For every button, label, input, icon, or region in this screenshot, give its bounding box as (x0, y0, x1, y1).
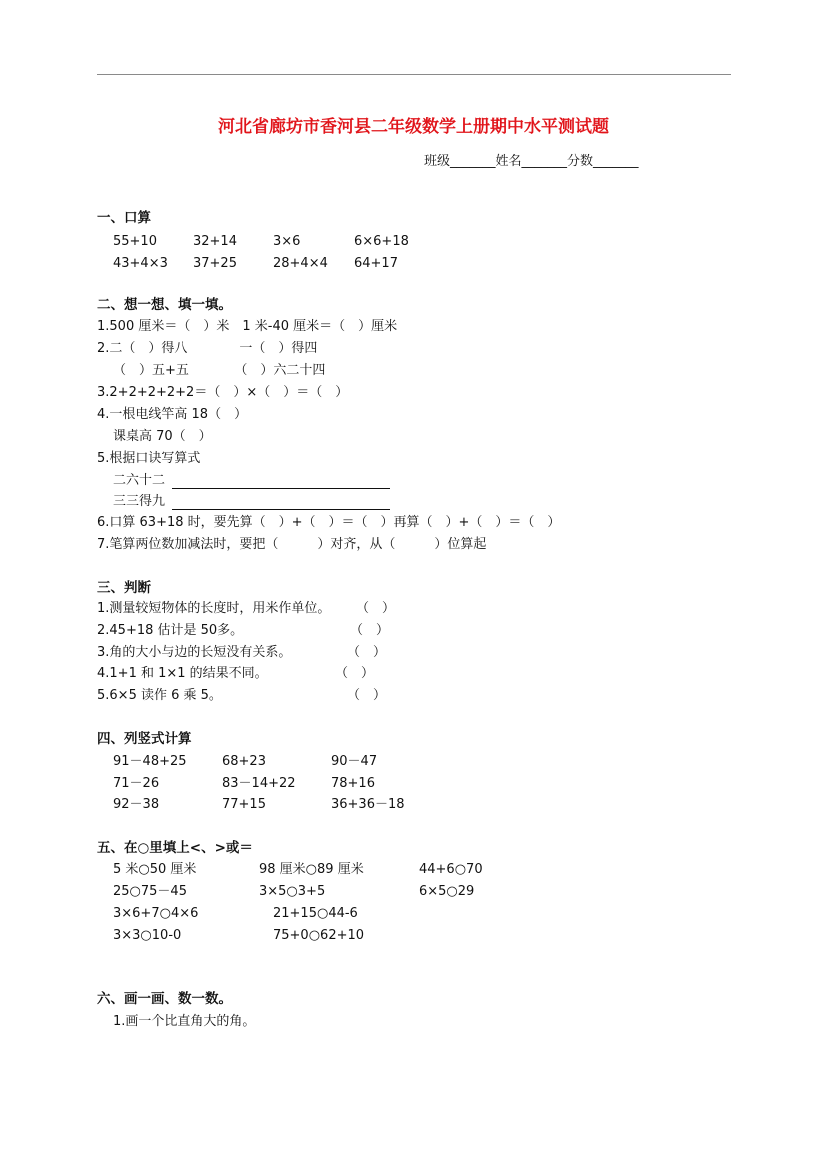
oral-calc-item: 32+14 (193, 234, 237, 249)
answer-underline (172, 509, 390, 510)
compare-item: 3×3○10-0 (113, 928, 182, 943)
page-title: 河北省廊坊市香河县二年级数学上册期中水平测试题 (218, 117, 609, 137)
fill-line: 2.二（ ）得八 一（ ）得四 (97, 341, 318, 356)
compare-item: 5 米○50 厘米 (113, 862, 197, 877)
fill-line: （ ）五+五 （ ）六二十四 (113, 363, 326, 378)
judge-mark: （ ） (347, 645, 387, 660)
oral-calc-item: 28+4×4 (273, 256, 328, 271)
judge-mark: （ ） (347, 688, 387, 703)
fill-line: 7.笔算两位数加减法时，要把（ ）对齐，从（ ）位算起 (97, 537, 487, 552)
vertical-calc-item: 78+16 (331, 776, 375, 791)
vertical-calc-item: 91－48+25 (113, 754, 187, 769)
answer-underline (172, 488, 390, 489)
oral-calc-item: 64+17 (354, 256, 398, 271)
vertical-calc-item: 90－47 (331, 754, 378, 769)
fill-line: 1.500 厘米＝（ ）米 1 米-40 厘米＝（ ）厘米 (97, 319, 398, 334)
compare-item: 75+0○62+10 (273, 928, 365, 943)
oral-calc-item: 55+10 (113, 234, 157, 249)
compare-item: 3×6+7○4×6 (113, 906, 199, 921)
section-6-heading: 六、画一画、数一数。 (97, 991, 232, 1007)
vertical-calc-item: 77+15 (222, 797, 266, 812)
section-3-heading: 三、判断 (97, 580, 151, 596)
section-5-heading: 五、在○里填上<、>或＝ (97, 840, 253, 856)
oral-calc-item: 37+25 (193, 256, 237, 271)
fill-line: 三三得九 (113, 494, 166, 509)
judge-mark: （ ） (350, 623, 390, 638)
fill-line: 5.根据口诀写算式 (97, 451, 201, 466)
fill-line: 3.2+2+2+2+2＝（ ）×（ ）＝（ ） (97, 385, 349, 400)
oral-calc-item: 3×6 (273, 234, 301, 249)
drawing-task: 1.画一个比直角大的角。 (113, 1014, 256, 1029)
judge-item: 4.1+1 和 1×1 的结果不同。 (97, 666, 268, 681)
judge-item: 5.6×5 读作 6 乘 5。 (97, 688, 222, 703)
judge-item: 1.测量较短物体的长度时，用米作单位。 (97, 601, 331, 616)
fill-line: 二六十二 (113, 473, 166, 488)
vertical-calc-item: 92－38 (113, 797, 160, 812)
section-2-heading: 二、想一想、填一填。 (97, 297, 232, 313)
compare-item: 98 厘米○89 厘米 (259, 862, 364, 877)
judge-mark: （ ） (356, 601, 396, 616)
compare-item: 3×5○3+5 (259, 884, 326, 899)
vertical-calc-item: 36+36－18 (331, 797, 405, 812)
compare-item: 25○75－45 (113, 884, 187, 899)
vertical-calc-item: 71－26 (113, 776, 160, 791)
compare-item: 21+15○44-6 (273, 906, 358, 921)
student-info-line: 班级_______姓名_______分数_______ (424, 154, 639, 169)
section-1-heading: 一、口算 (97, 210, 151, 226)
vertical-calc-item: 83－14+22 (222, 776, 296, 791)
oral-calc-item: 43+4×3 (113, 256, 168, 271)
vertical-calc-item: 68+23 (222, 754, 266, 769)
oral-calc-item: 6×6+18 (354, 234, 409, 249)
section-4-heading: 四、列竖式计算 (97, 731, 192, 747)
header-rule (97, 74, 731, 75)
judge-item: 2.45+18 估计是 50多。 (97, 623, 244, 638)
fill-line: 4.一根电线竿高 18（ ） (97, 407, 248, 422)
compare-item: 6×5○29 (419, 884, 475, 899)
fill-line: 课桌高 70（ ） (113, 429, 212, 444)
judge-mark: （ ） (335, 666, 375, 681)
fill-line: 6.口算 63+18 时，要先算（ ）+（ ）＝（ ）再算（ ）+（ ）＝（ ） (97, 515, 561, 530)
judge-item: 3.角的大小与边的长短没有关系。 (97, 645, 292, 660)
compare-item: 44+6○70 (419, 862, 483, 877)
